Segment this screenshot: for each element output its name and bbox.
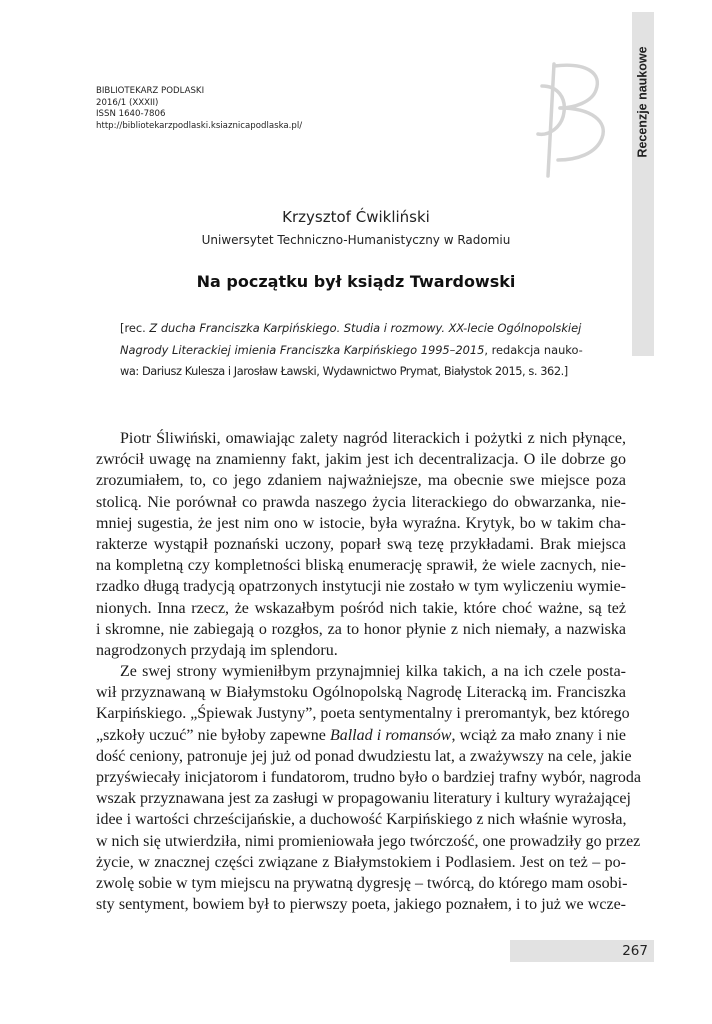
- body-line: stolicą. Nie porównał co prawda naszego życia literackiego do obwarzanka, nie-: [96, 493, 626, 511]
- body-line: wszak przyznawana jest za zasługi w propagowaniu literatury i kultury wyrażającej: [96, 790, 631, 808]
- journal-url: http://bibliotekarzpodlaski.ksiaznicapodlaska.pl/: [96, 120, 303, 131]
- body-line: życie, w znacznej części związane z Białymstokiem i Podlasiem. Jest on też – po-: [96, 853, 626, 871]
- review-editors-intro: , redakcja nauko-: [484, 342, 583, 357]
- body-line: zrozumiałem, to, co jego zdaniem najważniejsze, ma obecnie swe miejsce poza: [96, 472, 626, 490]
- body-line: i skromne, nie zabiegają o rozgłos, za to honor płynie z nich niemały, a nazwiska: [96, 620, 626, 638]
- body-line: nagrodzonych przydają im splendoru.: [96, 641, 338, 659]
- review-line-1: [120, 318, 604, 340]
- review-prefix: [rec.: [120, 321, 150, 335]
- body-line: Karpińskiego. „Śpiewak Justyny”, poeta sentymentalny i preromantyk, bez którego: [96, 705, 630, 723]
- body-line: zwolę sobie w tym miejscu na prywatną dygresję – twórcą, do którego mam osobi-: [96, 874, 628, 892]
- review-book-title-a: Z ducha Franciszka Karpińskiego. Studia i rozmowy. XX-lecie Ogólnopolskiej: [149, 321, 582, 335]
- bp-monogram-icon: [518, 56, 618, 186]
- body-line: sty sentyment, bowiem był to pierwszy poeta, jakiego poznałem, i to już we wcze-: [96, 896, 626, 914]
- body-line: w nich się utwierdziła, nimi promieniowała jego twórczość, one prowadziły go przez: [96, 832, 641, 850]
- body-line: przyświecały inicjatorom i fundatorom, trudno było o bardziej trafny wybór, nagroda: [96, 769, 641, 786]
- body-line: Piotr Śliwiński, omawiając zalety nagród literackich i pożytki z nich płynące,: [120, 430, 626, 447]
- journal-info: [96, 86, 302, 132]
- body-line: Ze swej strony wymieniłbym przynajmniej kilka takich, a na ich czele posta-: [120, 663, 626, 681]
- review-note: [120, 318, 604, 383]
- review-line-3: wa: Dariusz Kulesza i Jarosław Ławski, Wydawnictwo Prymat, Białystok 2015, s. 362.]: [120, 364, 568, 378]
- article-title: Na początku był ksiądz Twardowski: [196, 272, 516, 291]
- article-author: Krzysztof Ćwikliński: [282, 208, 430, 226]
- section-tab-label-wrap: [632, 12, 654, 192]
- author-affiliation: Uniwersytet Techniczno-Humanistyczny w Radomiu: [201, 233, 511, 247]
- journal-issn: ISSN 1640-7806: [96, 109, 166, 120]
- section-tab-label: Recenzje naukowe: [636, 46, 650, 158]
- body-text-span: „szkoły uczuć” nie byłoby zapewne: [96, 726, 330, 744]
- body-line: na kompletną czy kompletności bliską enumerację sprawił, że wiele zacnych, nie-: [96, 557, 626, 575]
- body-line: dość ceniony, patronuje jej już od ponad dwudziestu lat, a zważywszy na cele, jakie: [96, 747, 632, 765]
- body-italic-title: Ballad i romansów: [329, 726, 452, 744]
- review-line-2: [120, 340, 604, 362]
- page-number-wrap: [510, 940, 654, 962]
- journal-name: BIBLIOTEKARZ PODLASKI: [96, 86, 205, 96]
- body-line: wił przyznawaną w Białymstoku Ogólnopolską Nagrodę Literacką im. Franciszka: [96, 684, 626, 702]
- body-line: rzadko długą tradycją opatrzonych instytucji nie zostało w tym wyliczeniu wymie-: [96, 578, 626, 596]
- body-line-italic-title: [96, 725, 626, 746]
- journal-issue: 2016/1 (XXXII): [96, 97, 159, 108]
- body-line: rakterze wystąpił poznański uczony, poparł swą tezę przykładami. Brak miejsca: [96, 535, 626, 553]
- article-body: [96, 428, 641, 915]
- body-line: idee i wartości chrześcijańskie, a duchowość Karpińskiego z nich właśnie wyrosła,: [96, 811, 627, 829]
- body-text-span: , wciąż za mało znany i nie: [451, 726, 626, 744]
- body-line: nionych. Inna rzecz, że wskazałbym pośród nich takie, które choć ważne, są też: [96, 599, 626, 617]
- page-number: 267: [622, 943, 648, 959]
- review-book-title-b: Nagrody Literackiej imienia Franciszka Karpińskiego 1995–2015: [120, 342, 485, 357]
- body-line: mniej sugestia, że jest nim ono w istocie, była wyraźna. Krytyk, bo w takim cha-: [96, 514, 626, 532]
- body-line: zwrócił uwagę na znamienny fakt, jakim jest ich decentralizacja. O ile dobrze go: [96, 451, 626, 469]
